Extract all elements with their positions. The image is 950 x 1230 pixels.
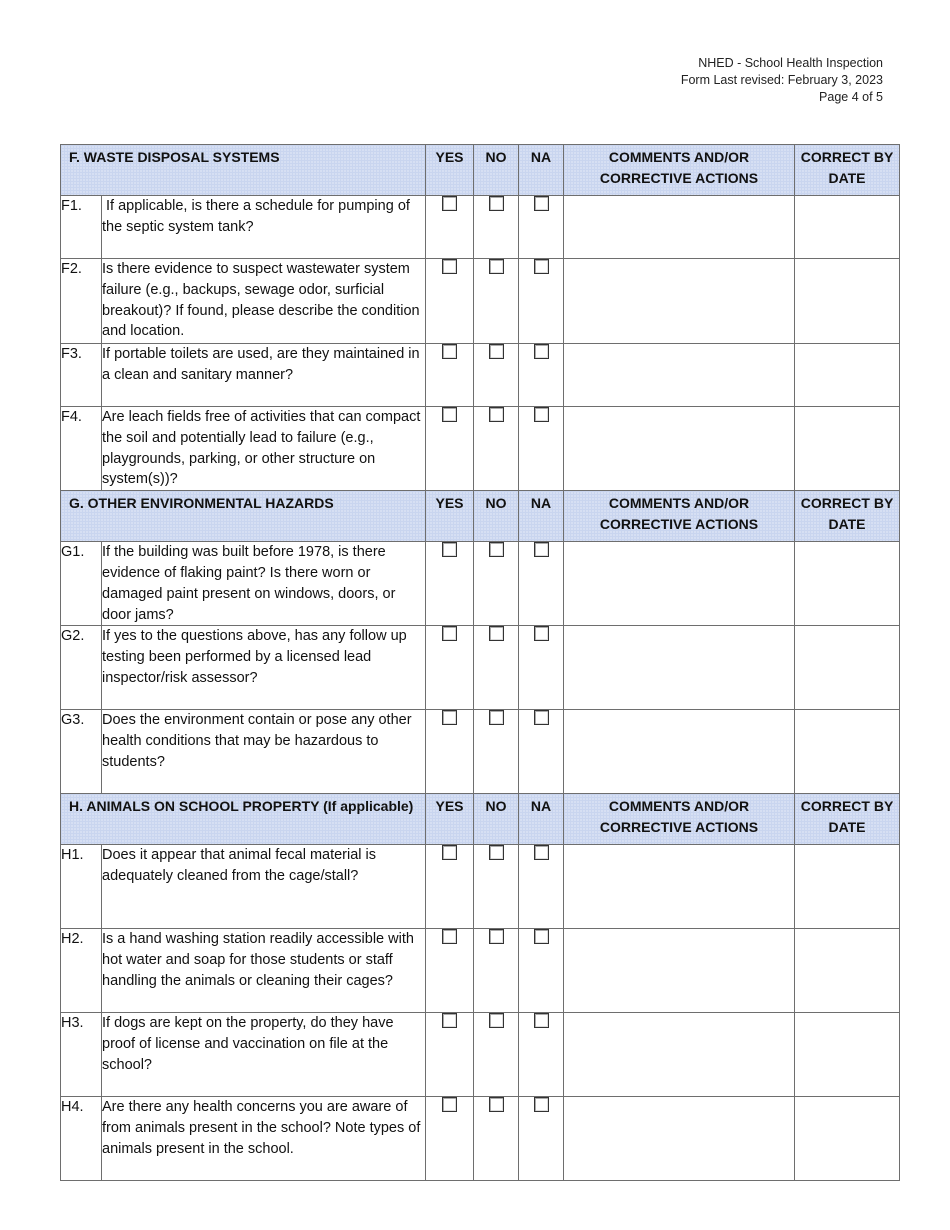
correct-by-date-cell[interactable] bbox=[795, 344, 900, 407]
yes-checkbox[interactable] bbox=[442, 542, 457, 557]
section-header-g bbox=[61, 491, 900, 542]
question-row bbox=[61, 407, 900, 491]
yes-checkbox[interactable] bbox=[442, 196, 457, 211]
question-id: F2. bbox=[61, 259, 102, 344]
correct-header-line2: DATE bbox=[828, 170, 866, 186]
comments-header-line2: CORRECTIVE ACTIONS bbox=[599, 819, 759, 836]
correct-by-date-cell[interactable] bbox=[795, 196, 900, 259]
correct-by-date-column-header bbox=[795, 145, 900, 196]
page-number: Page 4 of 5 bbox=[819, 90, 883, 104]
question-id: H4. bbox=[61, 1097, 102, 1181]
na-checkbox[interactable] bbox=[534, 196, 549, 211]
no-column-header: NO bbox=[474, 794, 519, 845]
correct-by-date-cell[interactable] bbox=[795, 845, 900, 929]
yes-column-header: YES bbox=[426, 145, 474, 196]
na-checkbox[interactable] bbox=[534, 710, 549, 725]
question-id: G1. bbox=[61, 542, 102, 626]
section-header-f bbox=[61, 145, 900, 196]
na-column-header: NA bbox=[519, 145, 564, 196]
question-id: F1. bbox=[61, 196, 102, 259]
question-row bbox=[61, 929, 900, 1013]
inspection-table bbox=[60, 144, 900, 1181]
question-text: If dogs are kept on the property, do they have proof of license and vaccination on file at the school? bbox=[102, 1013, 426, 1097]
question-row bbox=[61, 259, 900, 344]
comments-cell[interactable] bbox=[564, 845, 795, 929]
no-column-header: NO bbox=[474, 145, 519, 196]
no-checkbox[interactable] bbox=[489, 1013, 504, 1028]
na-checkbox[interactable] bbox=[534, 1097, 549, 1112]
question-id: F3. bbox=[61, 344, 102, 407]
yes-column-header: YES bbox=[426, 491, 474, 542]
no-checkbox[interactable] bbox=[489, 259, 504, 274]
comments-cell[interactable] bbox=[564, 929, 795, 1013]
yes-checkbox[interactable] bbox=[442, 407, 457, 422]
yes-checkbox[interactable] bbox=[442, 710, 457, 725]
yes-checkbox[interactable] bbox=[442, 929, 457, 944]
yes-column-header: YES bbox=[426, 794, 474, 845]
yes-checkbox[interactable] bbox=[442, 845, 457, 860]
no-checkbox[interactable] bbox=[489, 845, 504, 860]
no-column-header: NO bbox=[474, 491, 519, 542]
correct-by-date-cell[interactable] bbox=[795, 626, 900, 710]
question-text: Does the environment contain or pose any other health conditions that may be hazardous to students? bbox=[102, 710, 426, 794]
question-text: If yes to the questions above, has any follow up testing been performed by a licensed lead inspector/risk assessor? bbox=[102, 626, 426, 710]
no-checkbox[interactable] bbox=[489, 542, 504, 557]
no-checkbox[interactable] bbox=[489, 1097, 504, 1112]
section-title: F. WASTE DISPOSAL SYSTEMS bbox=[61, 145, 426, 196]
correct-by-date-cell[interactable] bbox=[795, 407, 900, 491]
question-id: G3. bbox=[61, 710, 102, 794]
yes-checkbox[interactable] bbox=[442, 259, 457, 274]
revision-date: Form Last revised: February 3, 2023 bbox=[680, 73, 883, 87]
na-checkbox[interactable] bbox=[534, 259, 549, 274]
yes-checkbox[interactable] bbox=[442, 626, 457, 641]
no-checkbox[interactable] bbox=[489, 929, 504, 944]
na-checkbox[interactable] bbox=[534, 344, 549, 359]
yes-checkbox[interactable] bbox=[442, 344, 457, 359]
no-checkbox[interactable] bbox=[489, 196, 504, 211]
question-id: H3. bbox=[61, 1013, 102, 1097]
question-text: Are there any health concerns you are aware of from animals present in the school? Note types of animals present in the school. bbox=[102, 1097, 426, 1181]
comments-header-line2: CORRECTIVE ACTIONS bbox=[599, 170, 759, 186]
question-row bbox=[61, 344, 900, 407]
comments-column-header bbox=[564, 491, 795, 542]
na-checkbox[interactable] bbox=[534, 407, 549, 422]
comments-header-line1: COMMENTS AND/OR bbox=[608, 495, 750, 512]
question-row bbox=[61, 196, 900, 259]
na-column-header: NA bbox=[519, 794, 564, 845]
form-title: NHED - School Health Inspection bbox=[698, 56, 883, 70]
no-checkbox[interactable] bbox=[489, 344, 504, 359]
comments-column-header bbox=[564, 145, 795, 196]
comments-header-line1: COMMENTS AND/OR bbox=[608, 798, 750, 815]
question-row bbox=[61, 710, 900, 794]
question-id: H1. bbox=[61, 845, 102, 929]
na-column-header: NA bbox=[519, 491, 564, 542]
question-text: Does it appear that animal fecal material is adequately cleaned from the cage/stall? bbox=[102, 845, 426, 929]
correct-by-date-cell[interactable] bbox=[795, 259, 900, 344]
correct-header-line1: CORRECT BY bbox=[800, 495, 894, 512]
yes-checkbox[interactable] bbox=[442, 1097, 457, 1112]
question-row bbox=[61, 845, 900, 929]
comments-cell[interactable] bbox=[564, 710, 795, 794]
section-header-h bbox=[61, 794, 900, 845]
question-text: Is there evidence to suspect wastewater system failure (e.g., backups, sewage odor, surficial breakout)? If found, please describe the condition and location. bbox=[102, 259, 426, 344]
question-text: Are leach fields free of activities that can compact the soil and potentially lead to failure (e.g., playgrounds, parking, or other structure on system(s))? bbox=[102, 407, 426, 491]
correct-by-date-column-header bbox=[795, 794, 900, 845]
question-id: G2. bbox=[61, 626, 102, 710]
correct-header-line2: DATE bbox=[828, 516, 866, 533]
na-checkbox[interactable] bbox=[534, 626, 549, 641]
section-title: H. ANIMALS ON SCHOOL PROPERTY (If applicable) bbox=[61, 794, 426, 845]
question-text: Is a hand washing station readily accessible with hot water and soap for those students or staff handling the animals or cleaning their cages? bbox=[102, 929, 426, 1013]
question-id: F4. bbox=[61, 407, 102, 491]
question-text: If portable toilets are used, are they maintained in a clean and sanitary manner? bbox=[102, 344, 426, 407]
correct-header-line2: DATE bbox=[828, 819, 866, 836]
comments-cell[interactable] bbox=[564, 626, 795, 710]
question-row bbox=[61, 626, 900, 710]
na-checkbox[interactable] bbox=[534, 542, 549, 557]
question-id: H2. bbox=[61, 929, 102, 1013]
question-text: If the building was built before 1978, is there evidence of flaking paint? Is there worn or damaged paint present on windows, doors, or door jams? bbox=[102, 542, 426, 626]
comments-cell[interactable] bbox=[564, 259, 795, 344]
comments-cell[interactable] bbox=[564, 542, 795, 626]
section-title: G. OTHER ENVIRONMENTAL HAZARDS bbox=[61, 491, 426, 542]
correct-by-date-cell[interactable] bbox=[795, 929, 900, 1013]
na-checkbox[interactable] bbox=[534, 845, 549, 860]
correct-by-date-column-header bbox=[795, 491, 900, 542]
no-checkbox[interactable] bbox=[489, 626, 504, 641]
no-checkbox[interactable] bbox=[489, 407, 504, 422]
comments-column-header bbox=[564, 794, 795, 845]
comments-cell[interactable] bbox=[564, 1013, 795, 1097]
question-text: If applicable, is there a schedule for pumping of the septic system tank? bbox=[102, 196, 426, 259]
correct-header-line1: CORRECT BY bbox=[800, 798, 894, 815]
comments-header-line1: COMMENTS AND/OR bbox=[608, 149, 750, 165]
comments-cell[interactable] bbox=[564, 407, 795, 491]
comments-header-line2: CORRECTIVE ACTIONS bbox=[599, 516, 759, 533]
yes-checkbox[interactable] bbox=[442, 1013, 457, 1028]
correct-by-date-cell[interactable] bbox=[795, 542, 900, 626]
comments-cell[interactable] bbox=[564, 344, 795, 407]
correct-by-date-cell[interactable] bbox=[795, 1013, 900, 1097]
comments-cell[interactable] bbox=[564, 1097, 795, 1181]
correct-by-date-cell[interactable] bbox=[795, 1097, 900, 1181]
question-row bbox=[61, 542, 900, 626]
question-row bbox=[61, 1013, 900, 1097]
correct-by-date-cell[interactable] bbox=[795, 710, 900, 794]
na-checkbox[interactable] bbox=[534, 929, 549, 944]
comments-cell[interactable] bbox=[564, 196, 795, 259]
page-header bbox=[681, 55, 883, 106]
na-checkbox[interactable] bbox=[534, 1013, 549, 1028]
correct-header-line1: CORRECT BY bbox=[800, 149, 894, 165]
no-checkbox[interactable] bbox=[489, 710, 504, 725]
question-row bbox=[61, 1097, 900, 1181]
